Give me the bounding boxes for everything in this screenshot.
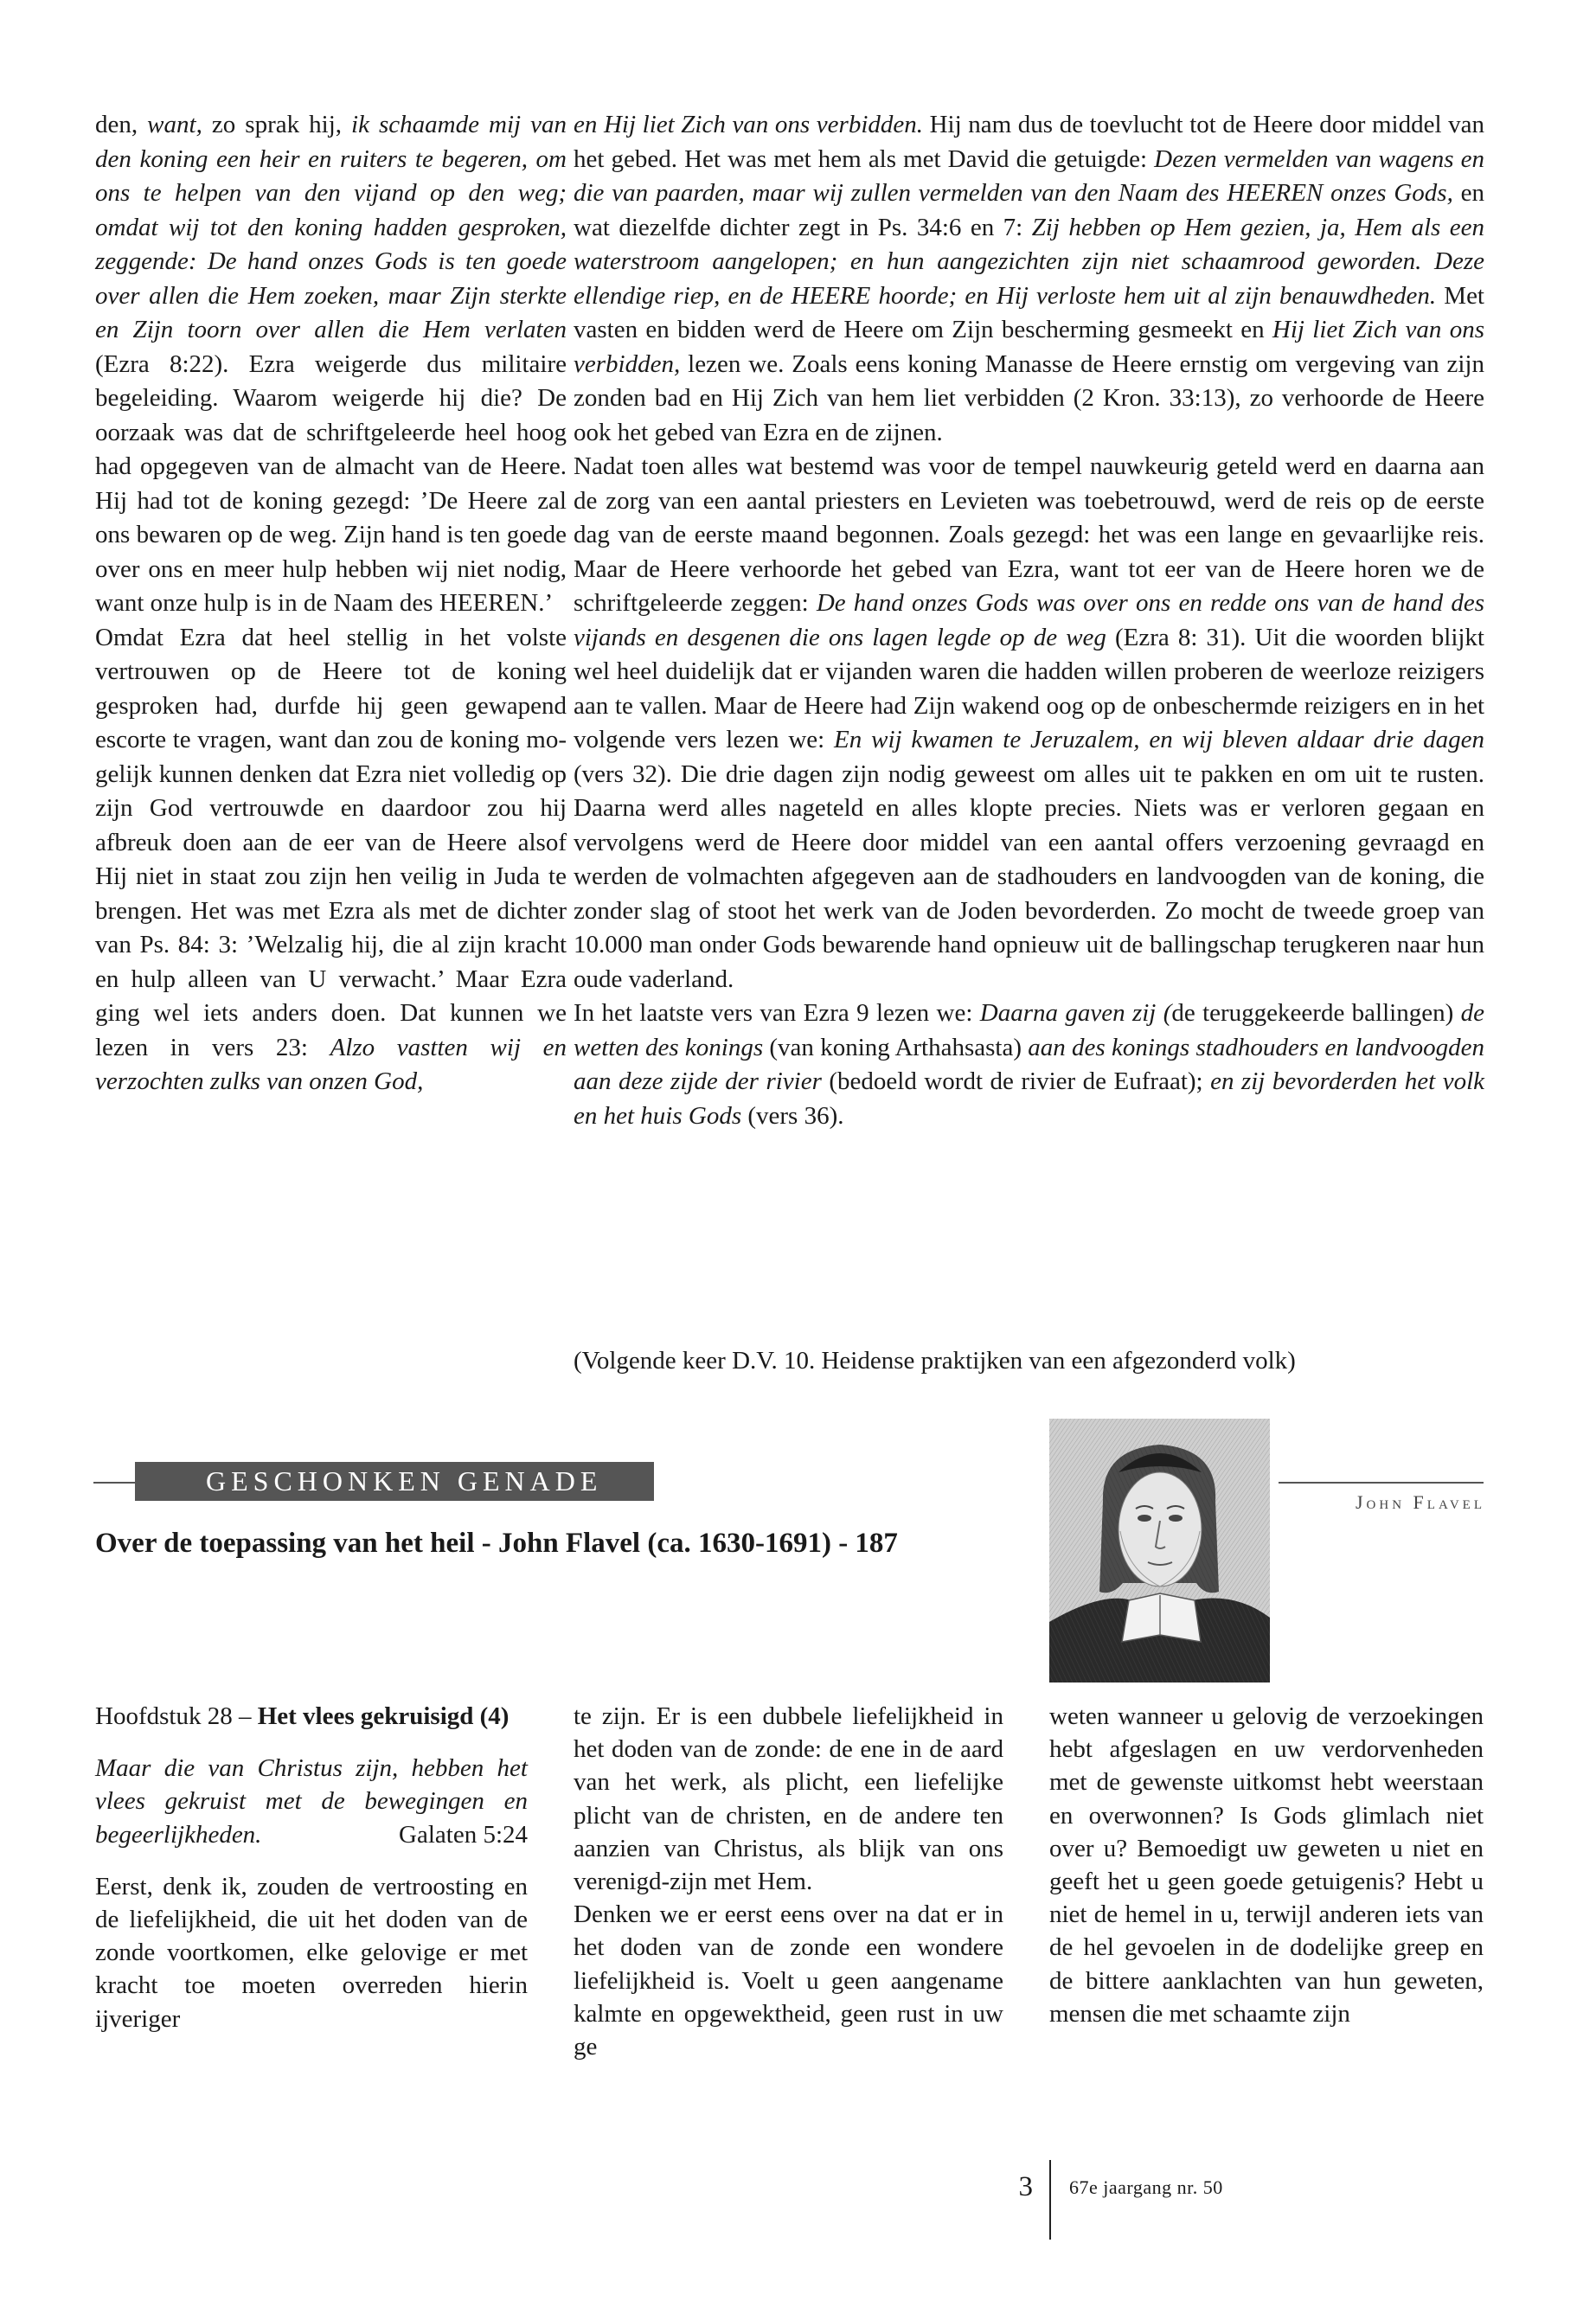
italic-quote-run: Alzo vastten wij en verzochten zulks van onzen God, xyxy=(95,1033,567,1095)
italic-quote-run: Zij hebben op Hem gezien, ja, Hem als een waterstroom aangelopen; en hun aangezichten zijn niet schaamrood geworden. Deze ellendige riep, en de HEERE hoorde; en Hij verloste hem uit al zijn benauwdheden. xyxy=(574,213,1484,310)
text-run: (bedoeld wordt de rivier de Eufraat); xyxy=(821,1067,1211,1095)
issue-label: 67e jaargang nr. 50 xyxy=(1069,2176,1223,2198)
italic-quote-run: Daarna gaven zij ( xyxy=(979,999,1172,1027)
chapter-title: Het vlees gekruisigd (4) xyxy=(257,1702,510,1730)
article-title: Over de toepassing van het heil - John Flavel (ca. 1630-1691) - 187 xyxy=(95,1528,898,1559)
text-run: Hij nam dus de toevlucht tot de Heere door middel van het gebed. Het was met hem als met David die getuigde: xyxy=(574,111,1484,173)
text-run: (Ezra 8: 31). Uit die woorden blijkt wel heel duidelijk dat er vijanden waren die hadden willen proberen de weerloze reizigers aan te vallen. Maar de Heere had Zijn wakend oog op de onbeschermde reizigers en in het volgende vers lezen we: xyxy=(574,623,1484,753)
paragraph xyxy=(95,621,567,1099)
author-portrait xyxy=(1049,1419,1270,1682)
italic-quote-run: en zij bevorderden het volk en het huis Gods xyxy=(574,1067,1484,1130)
author-label: John Flavel xyxy=(1355,1491,1485,1513)
footer-divider xyxy=(1049,2160,1051,2240)
text-run: In het laatste vers van Ezra 9 lezen we: xyxy=(574,999,980,1027)
italic-quote-run: Hij liet Zich van ons verbidden, xyxy=(574,316,1484,378)
text-run: (van koning Arthahsasta) xyxy=(763,1033,1029,1061)
article-column-left xyxy=(95,108,567,1099)
text-run: (vers 32). Die drie dagen zijn nodig geweest om alles uit te pakken en om uit te rusten. Daarna werd alles nageteld en alles klopte precies. Niets was er verloren gegaan en vervolgens werd de Heere door middel van een aantal offers verzoening gevraagd en werden de volmachten afgegeven aan de stadhouders en landvoogden van de koning, die zonder slag of stoot het werk van de Joden bevorderden. Zo mocht de tweede groep van 10.000 man onder Gods bewarende hand opnieuw uit de ballingschap terugkeren naar hun oude vaderland. xyxy=(574,760,1484,993)
text-run: Nadat toen alles wat bestemd was voor de tempel nauwkeurig geteld werd en daarna aan de zorg van een aantal priesters en Levieten was toebetrouwd, werd de reis op de eerste dag van de eerste maand begonnen. Zoals gezegd: het was een lange en gevaarlijke reis. Maar de Heere verhoorde het gebed van Ezra, want tot eer van de Heere horen we de schriftgeleerde zeggen: xyxy=(574,452,1484,617)
verse-reference: Galaten 5:24 xyxy=(399,1820,528,1849)
lower-column-1 xyxy=(95,1700,528,2035)
lower-col2-paragraph-2: Denken we er eerst eens over na dat er in het doden van de zonde een wondere liefelijkheid is. Voelt u geen aangename kalmte en opgewektheid, geen rust in uw ge xyxy=(574,1900,1003,2061)
paragraph xyxy=(574,997,1484,1133)
text-run: de teruggekeerde ballingen) xyxy=(1171,999,1461,1027)
next-issue-note: (Volgende keer D.V. 10. Heidense praktijken van een afgezonderd volk) xyxy=(574,1347,1296,1375)
section-rule-right xyxy=(1279,1482,1484,1484)
page-number: 3 xyxy=(1018,2171,1033,2202)
lower-col2-paragraph-1: te zijn. Er is een dubbele liefelijkheid in het doden van de zonde: de ene in de aard van het werk, als plicht, een liefelijke plicht van de christen, en de andere ten aanzien van Christus, als blijk van ons verenigd-zijn met Hem. xyxy=(574,1702,1003,1896)
lower-column-3 xyxy=(1049,1700,1484,2030)
paragraph xyxy=(95,108,567,621)
italic-quote-run: en Hij liet Zich van ons verbidden. xyxy=(574,111,924,138)
lower-col1-body: Eerst, denk ik, zouden de vertroosting en de liefelijkheid, die uit het doden van de zonde voortkomen, elke gelovige er met kracht toe moeten overreden hierin ijveriger xyxy=(95,1872,528,2033)
article-column-right xyxy=(574,108,1484,1133)
text-run: Met vasten en bidden werd de Heere om Zijn bescherming gesmeekt en xyxy=(574,281,1484,343)
italic-quote-run: aan des konings stadhouders en landvoogden aan deze zijde der rivier xyxy=(574,1033,1484,1095)
chapter-prefix: Hoofdstuk 28 – xyxy=(95,1702,258,1730)
text-run: en wat diezelfde dichter zegt in Ps. 34:6 en 7: xyxy=(574,179,1484,241)
verse-text: Maar die van Christus zijn, hebben het vlees gekruist met de bewegingen en begeerlijkheden. xyxy=(95,1754,528,1849)
chapter-heading xyxy=(95,1700,528,1733)
text-run: (vers 36). xyxy=(741,1101,844,1130)
portrait-engraving-icon xyxy=(1049,1419,1270,1682)
italic-quote-run: De hand onzes Gods was over ons en redde ons van de hand des vijands en desgenen die ons lagen legde op de weg xyxy=(574,589,1484,651)
text-run: lezen we. Zoals eens koning Manasse de Heere ernstig om vergeving van zijn zonden bad en Hij Zich van hem liet verbidden (2 Kron. 33:13), zo verhoorde de Heere ook het gebed van Ezra en de zijnen. xyxy=(574,349,1484,446)
lower-col3-body: weten wanneer u gelovig de verzoekingen hebt afgeslagen en uw verdorvenheden met de gewenste uitkomst hebt weerstaan en overwonnen? Is Gods glimlach niet over u? Bemoedigt uw geweten u niet en geeft het u geen goede getuigenis? Hebt u niet de hemel in u, terwijl anderen iets van de hel gevoelen in de dodelijke greep en de bittere aanklachten van hun geweten, mensen die met schaamte zijn xyxy=(1049,1702,1484,2028)
lower-column-2 xyxy=(574,1700,1003,2063)
bible-verse xyxy=(95,1752,528,1851)
italic-quote-run: ik schaamde mij van den koning een heir en ruiters te begeren, om ons te helpen van den vijand op den weg; omdat wij tot den koning hadden gesproken, zeggende: De hand onzes Gods is ten goede over allen die Hem zoeken, maar Zijn sterkte en Zijn toorn over allen die Hem verlaten xyxy=(95,111,567,343)
italic-quote-run: Dezen vermelden van wagens en die van paarden, maar wij zullen vermelden van den Naam des HEEREN onzes Gods, xyxy=(574,144,1484,207)
text-run: zo sprak hij, xyxy=(202,111,352,138)
text-run: (Ezra 8:22). Ezra weigerde dus militaire begeleiding. Waarom weigerde hij die? De oorzaak was dat de schriftgeleerde heel hoog had opgegeven van de almacht van de Heere. Hij had tot de koning gezegd: ’De Heere zal ons bewaren op de weg. Zijn hand is ten goede over ons en meer hulp hebben wij niet nodig, want onze hulp is in de Naam des HEEREN.’ xyxy=(95,349,567,617)
paragraph xyxy=(574,108,1484,450)
italic-quote-run: de wetten des konings xyxy=(574,999,1484,1061)
italic-quote-run: want, xyxy=(147,111,202,138)
text-run: den, xyxy=(95,111,148,138)
text-run: Omdat Ezra dat heel stellig in het volste vertrouwen op de Heere tot de koning gesproken had, durfde hij geen gewapend escorte te vragen, want dan zou de koning mogelijk kunnen denken dat Ezra niet volledig op zijn God vertrouwde en daardoor zou hij afbreuk doen aan de eer van de Heere alsof Hij niet in staat zou zijn hen veilig in Juda te brengen. Het was met Ezra als met de dichter van Ps. 84: 3: ’Welzalig hij, die al zijn kracht en hulp alleen van U verwacht.’ Maar Ezra ging wel iets anders doen. Dat kunnen we lezen in vers 23: xyxy=(95,623,567,1061)
paragraph xyxy=(574,450,1484,997)
italic-quote-run: En wij kwamen te Jeruzalem, en wij bleven aldaar drie dagen xyxy=(834,726,1484,753)
section-header-bar: GESCHONKEN GENADE xyxy=(135,1462,654,1501)
section-rule-left xyxy=(93,1482,135,1484)
